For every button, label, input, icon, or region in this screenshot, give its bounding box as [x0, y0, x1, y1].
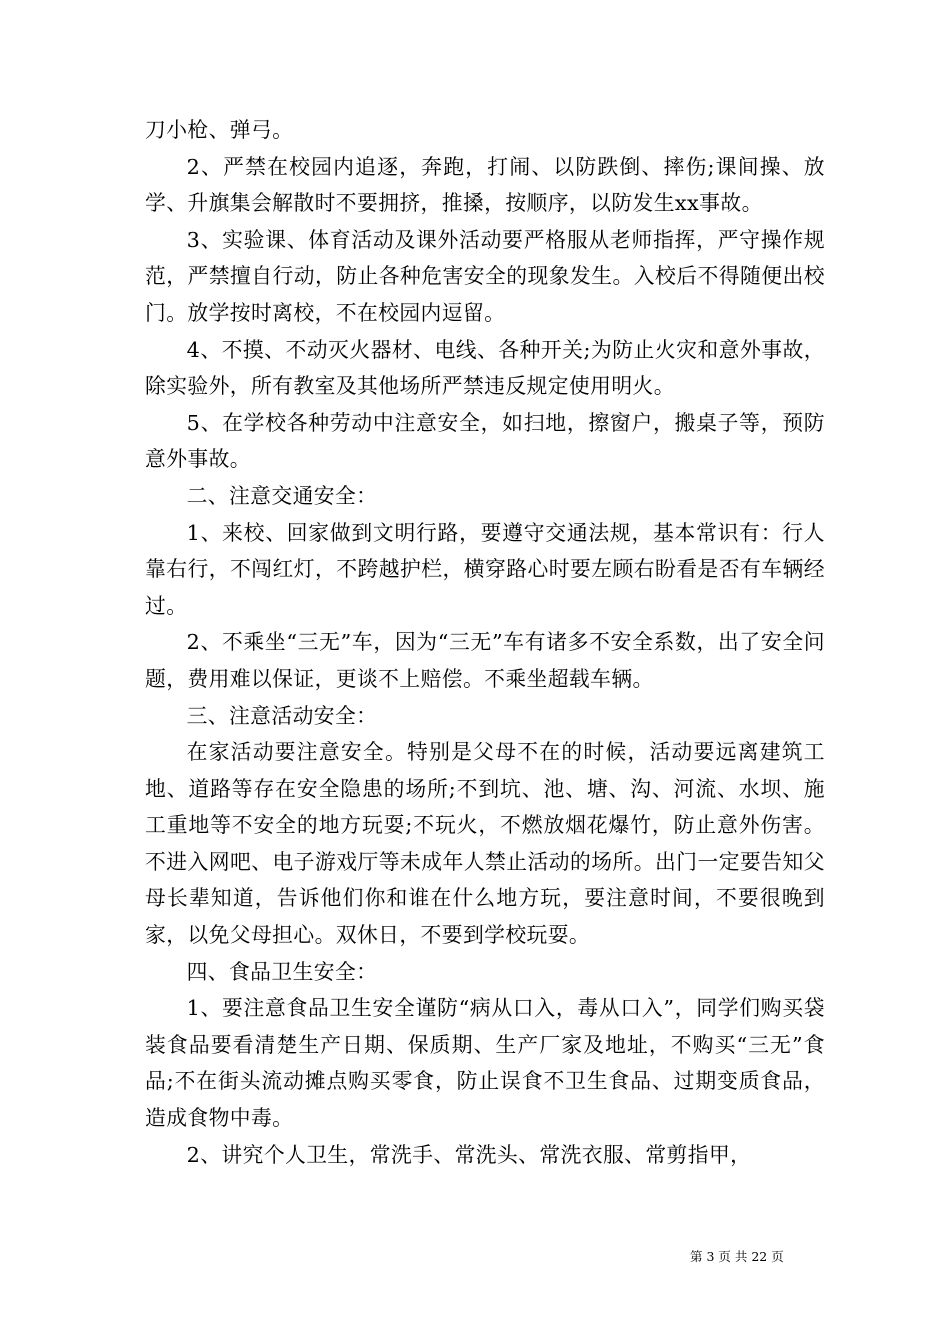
- paragraph-food-1: 1、要注意食品卫生安全谨防“病从口入，毒从口入”，同学们购买袋装食品要看清楚生产日期、保质期、生产厂家及地址，不购买“三无”食品;不在街头流动摊点购买零食，防止误食不卫生食品、过期变质食品，造成食物中毒。: [145, 996, 825, 1131]
- section-heading-activity: 三、注意活动安全：: [186, 703, 378, 728]
- paragraph-rule-5: 5、在学校各种劳动中注意安全，如扫地，擦窗户，搬桌子等，预防意外事故。: [145, 410, 825, 472]
- document-body: [145, 112, 825, 1173]
- section-heading-food: 四、食品卫生安全：: [186, 959, 378, 984]
- paragraph-activity: 在家活动要注意安全。特别是父母不在的时候，活动要远离建筑工地、道路等存在安全隐患的场所;不到坑、池、塘、沟、河流、水坝、施工重地等不安全的地方玩耍;不玩火，不燃放烟花爆竹，防止意外伤害。不进入网吧、电子游戏厅等未成年人禁止活动的场所。出门一定要告知父母长辈知道，告诉他们你和谁在什么地方玩，要注意时间，不要很晚到家，以免父母担心。双休日，不要到学校玩耍。: [145, 740, 825, 948]
- paragraph-rule-4: 4、不摸、不动灭火器材、电线、各种开关;为防止火灾和意外事故，除实验外，所有教室及其他场所严禁违反规定使用明火。: [145, 337, 825, 399]
- paragraph-rule-3: 3、实验课、体育活动及课外活动要严格服从老师指挥，严守操作规范，严禁擅自行动，防止各种危害安全的现象发生。入校后不得随便出校门。放学按时离校，不在校园内逗留。: [145, 227, 825, 325]
- section-heading-traffic: 二、注意交通安全：: [186, 483, 378, 508]
- paragraph-rule-2: 2、严禁在校园内追逐，奔跑，打闹、以防跌倒、摔伤;课间操、放学、升旗集会解散时不要拥挤，推搡，按顺序，以防发生xx事故。: [145, 154, 825, 216]
- paragraph-traffic-2: 2、不乘坐“三无”车，因为“三无”车有诸多不安全系数，出了安全问题，费用难以保证，更谈不上赔偿。不乘坐超载车辆。: [145, 630, 825, 691]
- paragraph-continuation: 刀小枪、弹弓。: [145, 118, 294, 142]
- page-number-footer: 第 3 页 共 22 页: [690, 1249, 784, 1264]
- paragraph-food-2: 2、讲究个人卫生，常洗手、常洗头、常洗衣服、常剪指甲，: [186, 1142, 752, 1167]
- paragraph-traffic-1: 1、来校、回家做到文明行路，要遵守交通法规，基本常识有：行人靠右行，不闯红灯，不跨越护栏，横穿路心时要左顾右盼看是否有车辆经过。: [145, 520, 825, 618]
